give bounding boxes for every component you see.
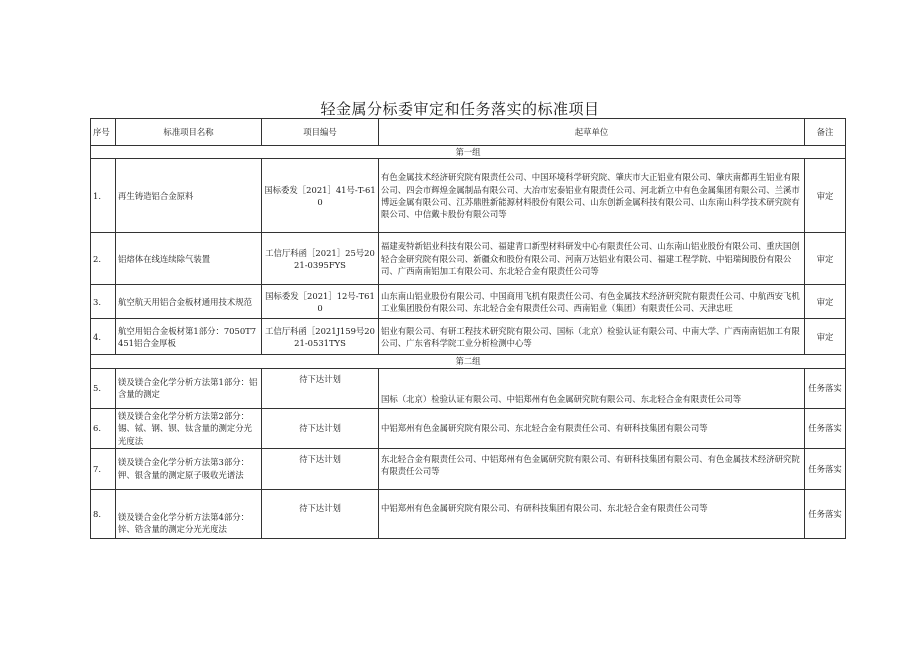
table-row [91,319,846,355]
table-row [91,489,846,538]
header-note: 备注 [805,119,846,146]
row-note: 任务落实 [805,408,846,448]
row-code: 待下达计划 [262,368,379,408]
row-seq: 6. [91,408,116,448]
table-row [91,233,846,285]
row-code: 国标委发［2021］41号-T-610 [262,159,379,233]
group-label: 第二组 [91,355,846,368]
row-unit: 中铝郑州有色金属研究院有限公司、东北轻合金有限责任公司、有研科技集团有限公司等 [379,408,805,448]
table-row [91,448,846,489]
row-unit: 东北轻合金有限责任公司、中铝郑州有色金属研究院有限公司、有研科技集团有限公司、有色金属技术经济研究院有限责任公司等 [379,448,805,489]
group-row [91,355,846,368]
row-unit: 中铝郑州有色金属研究院有限公司、有研科技集团有限公司、东北轻合金有限责任公司等 [379,489,805,538]
row-seq: 7. [91,448,116,489]
row-name: 镁及镁合金化学分析方法第4部分：锌、锆含量的测定分光光度法 [116,489,262,538]
row-code: 待下达计划 [262,408,379,448]
row-seq: 4. [91,319,116,355]
row-seq: 5. [91,368,116,408]
row-name: 镁及镁合金化学分析方法第2部分：锡、铽、钢、钡、钛含量的测定分光光度法 [116,408,262,448]
row-note: 审定 [805,285,846,319]
group-label: 第一组 [91,146,846,159]
row-seq: 8. [91,489,116,538]
row-unit: 有色金属技术经济研究院有限责任公司、中国环境科学研究院、肇庆市大正铝业有限公司、肇庆南都再生铝业有限公司、四会市辉煌金属制品有限公司、大冶市宏泰铝业有限责任公司、河北新立中有色金属集团有限公司、兰溪市博远金属有限公司、江苏鼎胜新能源材料股份有限公司、山东创新金属科技有限公司、山东南山科学技术研究院有限公司、中信戴卡股份有限公司等 [379,159,805,233]
row-note: 审定 [805,159,846,233]
row-code: 工信厅科函［2021］25号2021-0395FYS [262,233,379,285]
header-unit: 起草单位 [379,119,805,146]
row-name: 镁及镁合金化学分析方法第3部分：钾、银含量的测定原子吸收光谱法 [116,448,262,489]
row-name: 铝熔体在线连续除气装置 [116,233,262,285]
row-code: 待下达计划 [262,448,379,489]
row-name: 再生铸造铝合金原料 [116,159,262,233]
header-seq: 序号 [91,119,116,146]
header-code: 项目编号 [262,119,379,146]
table-row [91,408,846,448]
row-unit: 山东南山铝业股份有限公司、中国商用飞机有限责任公司、有色金属技术经济研究院有限责任公司、中航西安飞机工业集团股份有限公司、东北轻合金有限责任公司、西南铝业（集团）有限责任公司、天津忠旺 [379,285,805,319]
table-row [91,159,846,233]
row-seq: 2. [91,233,116,285]
table-row [91,285,846,319]
row-unit: 国标（北京）检验认证有限公司、中铝郑州有色金属研究院有限公司、东北轻合金有限责任公司等 [379,368,805,408]
row-note: 任务落实 [805,368,846,408]
table-row [91,368,846,408]
row-note: 任务落实 [805,448,846,489]
group-row [91,146,846,159]
row-name: 航空用铝合金板材第1部分：7050T7451铝合金厚板 [116,319,262,355]
row-code: 工信厅科函［2021J159号2021-0531TYS [262,319,379,355]
table-header-row [91,119,846,146]
row-seq: 1. [91,159,116,233]
row-unit: 铝业有限公司、有研工程技术研究院有限公司、国标（北京）检验认证有限公司、中南大学、广西南南铝加工有限公司、广东省科学院工业分析检测中心等 [379,319,805,355]
row-seq: 3. [91,285,116,319]
row-note: 审定 [805,319,846,355]
header-name: 标准项目名称 [116,119,262,146]
row-code: 待下达计划 [262,489,379,538]
row-note: 审定 [805,233,846,285]
row-name: 航空航天用铝合金板材通用技术规范 [116,285,262,319]
row-note: 任务落实 [805,489,846,538]
standards-table [90,118,846,539]
row-name: 镁及镁合金化学分析方法第1部分：铝含量的测定 [116,368,262,408]
row-code: 国标委发［2021］12号-T610 [262,285,379,319]
page-title: 轻金属分标委审定和任务落实的标准项目 [320,100,600,118]
row-unit: 福建麦特新铝业科技有限公司、福建青口新型材料研发中心有限责任公司、山东南山铝业股份有限公司、重庆国创轻合金研究院有限公司、新疆众和股份有限公司、河南万达铝业有限公司、福建工程学院、中铝瑞闽股份有限公司、广西南南铝加工有限公司、东北轻合金有限责任公司等 [379,233,805,285]
